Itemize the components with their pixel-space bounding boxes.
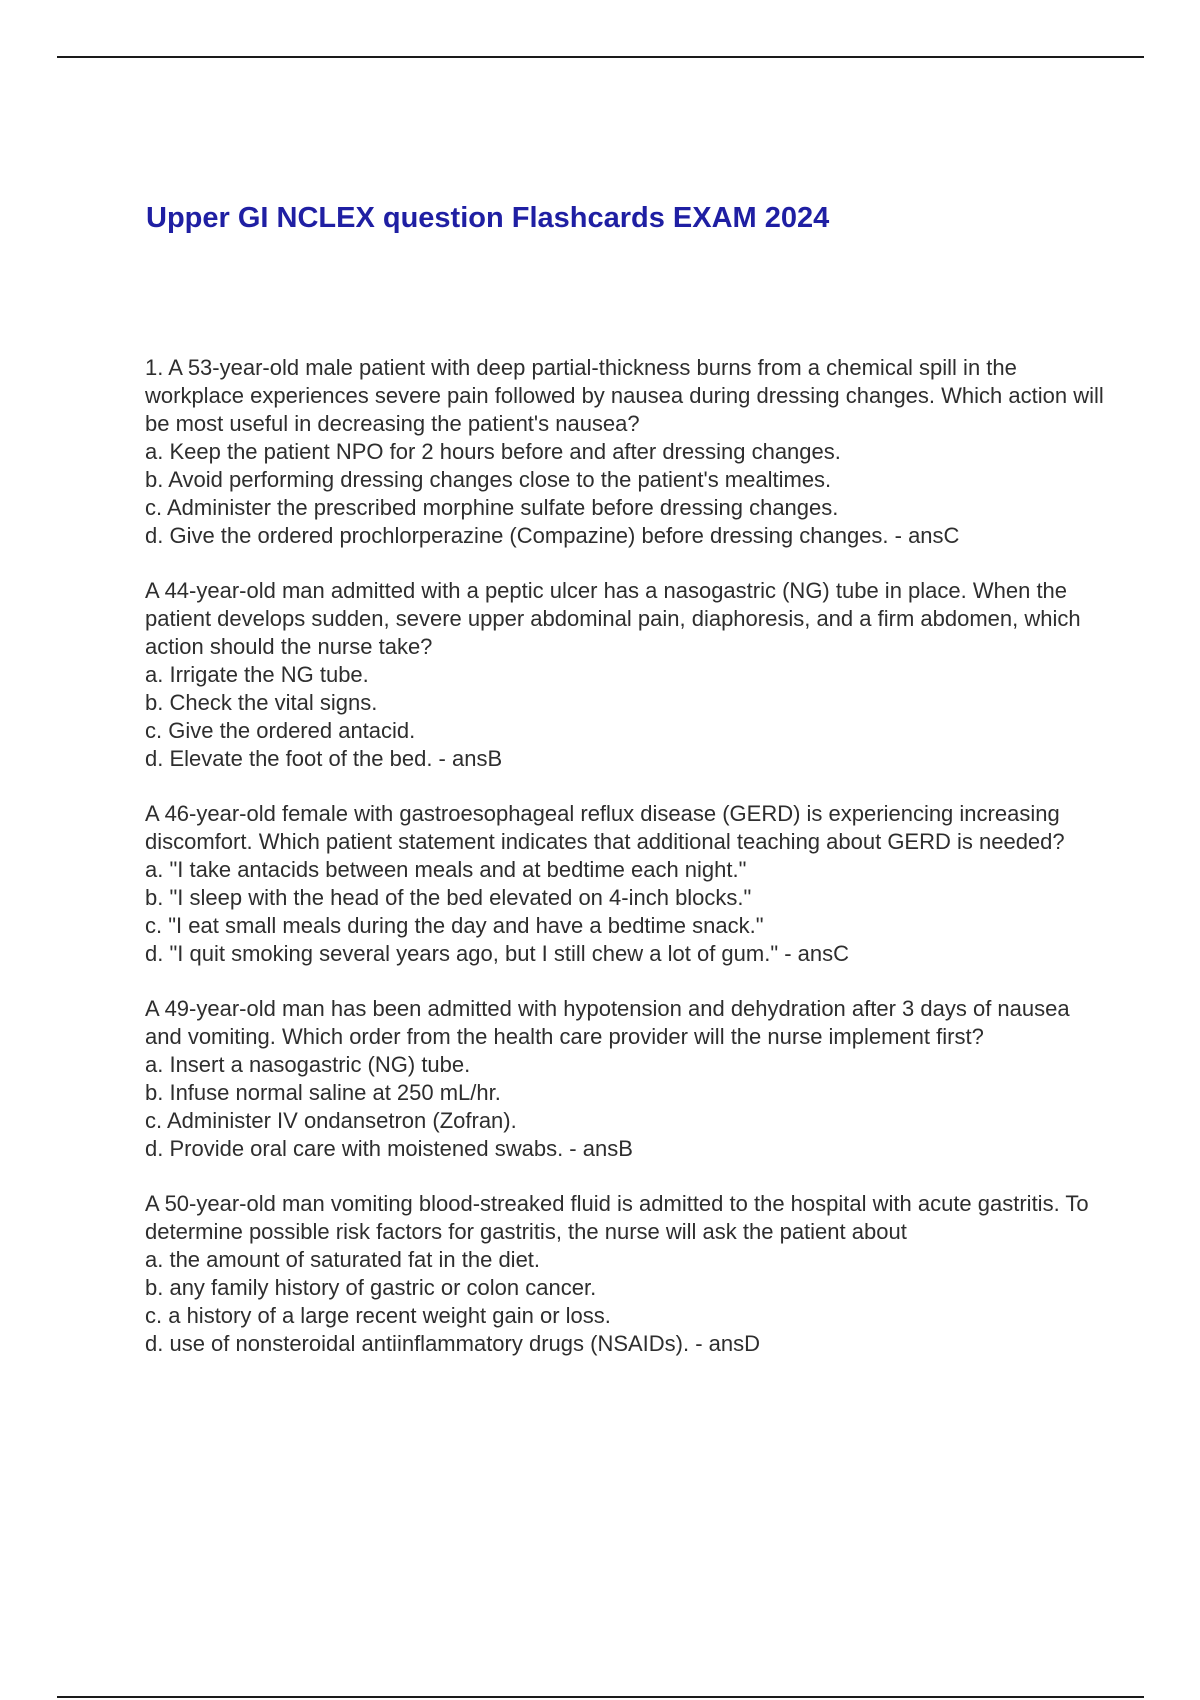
question-stem: A 44-year-old man admitted with a peptic ulcer has a nasogastric (NG) tube in place. When the patient develops sudden, severe upper abdominal pain, diaphoresis, and a firm abdomen, which action should the nurse take?: [145, 578, 1081, 659]
answer-option-b: b. Check the vital signs.: [145, 690, 378, 715]
answer-option-a: a. Insert a nasogastric (NG) tube.: [145, 1052, 471, 1077]
question-stem: A 46-year-old female with gastroesophageal reflux disease (GERD) is experiencing increasing discomfort. Which patient statement indicates that additional teaching about GERD is needed?: [145, 801, 1065, 854]
answer-option-b: b. any family history of gastric or colon cancer.: [145, 1275, 597, 1300]
question-block: [145, 800, 1105, 968]
answer-option-a: a. Keep the patient NPO for 2 hours before and after dressing changes.: [145, 439, 841, 464]
answer-option-d: d. Elevate the foot of the bed. - ansB: [145, 746, 503, 771]
answer-option-d: d. use of nonsteroidal antiinflammatory drugs (NSAIDs). - ansD: [145, 1331, 761, 1356]
answer-option-c: c. Administer IV ondansetron (Zofran).: [145, 1108, 517, 1133]
answer-option-c: c. Give the ordered antacid.: [145, 718, 416, 743]
answer-option-d: d. Give the ordered prochlorperazine (Compazine) before dressing changes. - ansC: [145, 523, 960, 548]
answer-option-c: c. a history of a large recent weight gain or loss.: [145, 1303, 611, 1328]
answer-option-b: b. Infuse normal saline at 250 mL/hr.: [145, 1080, 501, 1105]
question-stem: A 49-year-old man has been admitted with hypotension and dehydration after 3 days of nausea and vomiting. Which order from the health care provider will the nurse implement first?: [145, 996, 1070, 1049]
question-list: [145, 354, 1105, 1358]
question-stem: A 50-year-old man vomiting blood-streaked fluid is admitted to the hospital with acute gastritis. To determine possible risk factors for gastritis, the nurse will ask the patient about: [145, 1191, 1089, 1244]
question-block: [145, 995, 1105, 1163]
answer-option-b: b. "I sleep with the head of the bed elevated on 4-inch blocks.": [145, 885, 752, 910]
question-block: [145, 354, 1105, 550]
answer-option-d: d. "I quit smoking several years ago, but I still chew a lot of gum." - ansC: [145, 941, 850, 966]
answer-option-a: a. the amount of saturated fat in the diet.: [145, 1247, 541, 1272]
footer-rule: [57, 1696, 1144, 1698]
answer-option-a: a. Irrigate the NG tube.: [145, 662, 369, 687]
header-rule: [57, 56, 1144, 58]
page-title: Upper GI NCLEX question Flashcards EXAM 2024: [146, 202, 830, 234]
answer-option-c: c. "I eat small meals during the day and have a bedtime snack.": [145, 913, 764, 938]
answer-option-a: a. "I take antacids between meals and at bedtime each night.": [145, 857, 747, 882]
question-block: [145, 1190, 1105, 1358]
question-block: [145, 577, 1105, 773]
answer-option-d: d. Provide oral care with moistened swabs. - ansB: [145, 1136, 633, 1161]
answer-option-c: c. Administer the prescribed morphine sulfate before dressing changes.: [145, 495, 839, 520]
answer-option-b: b. Avoid performing dressing changes close to the patient's mealtimes.: [145, 467, 832, 492]
question-stem: 1. A 53-year-old male patient with deep partial-thickness burns from a chemical spill in the workplace experiences severe pain followed by nausea during dressing changes. Which action will be most useful in decreasing the patient's nausea?: [145, 355, 1104, 436]
